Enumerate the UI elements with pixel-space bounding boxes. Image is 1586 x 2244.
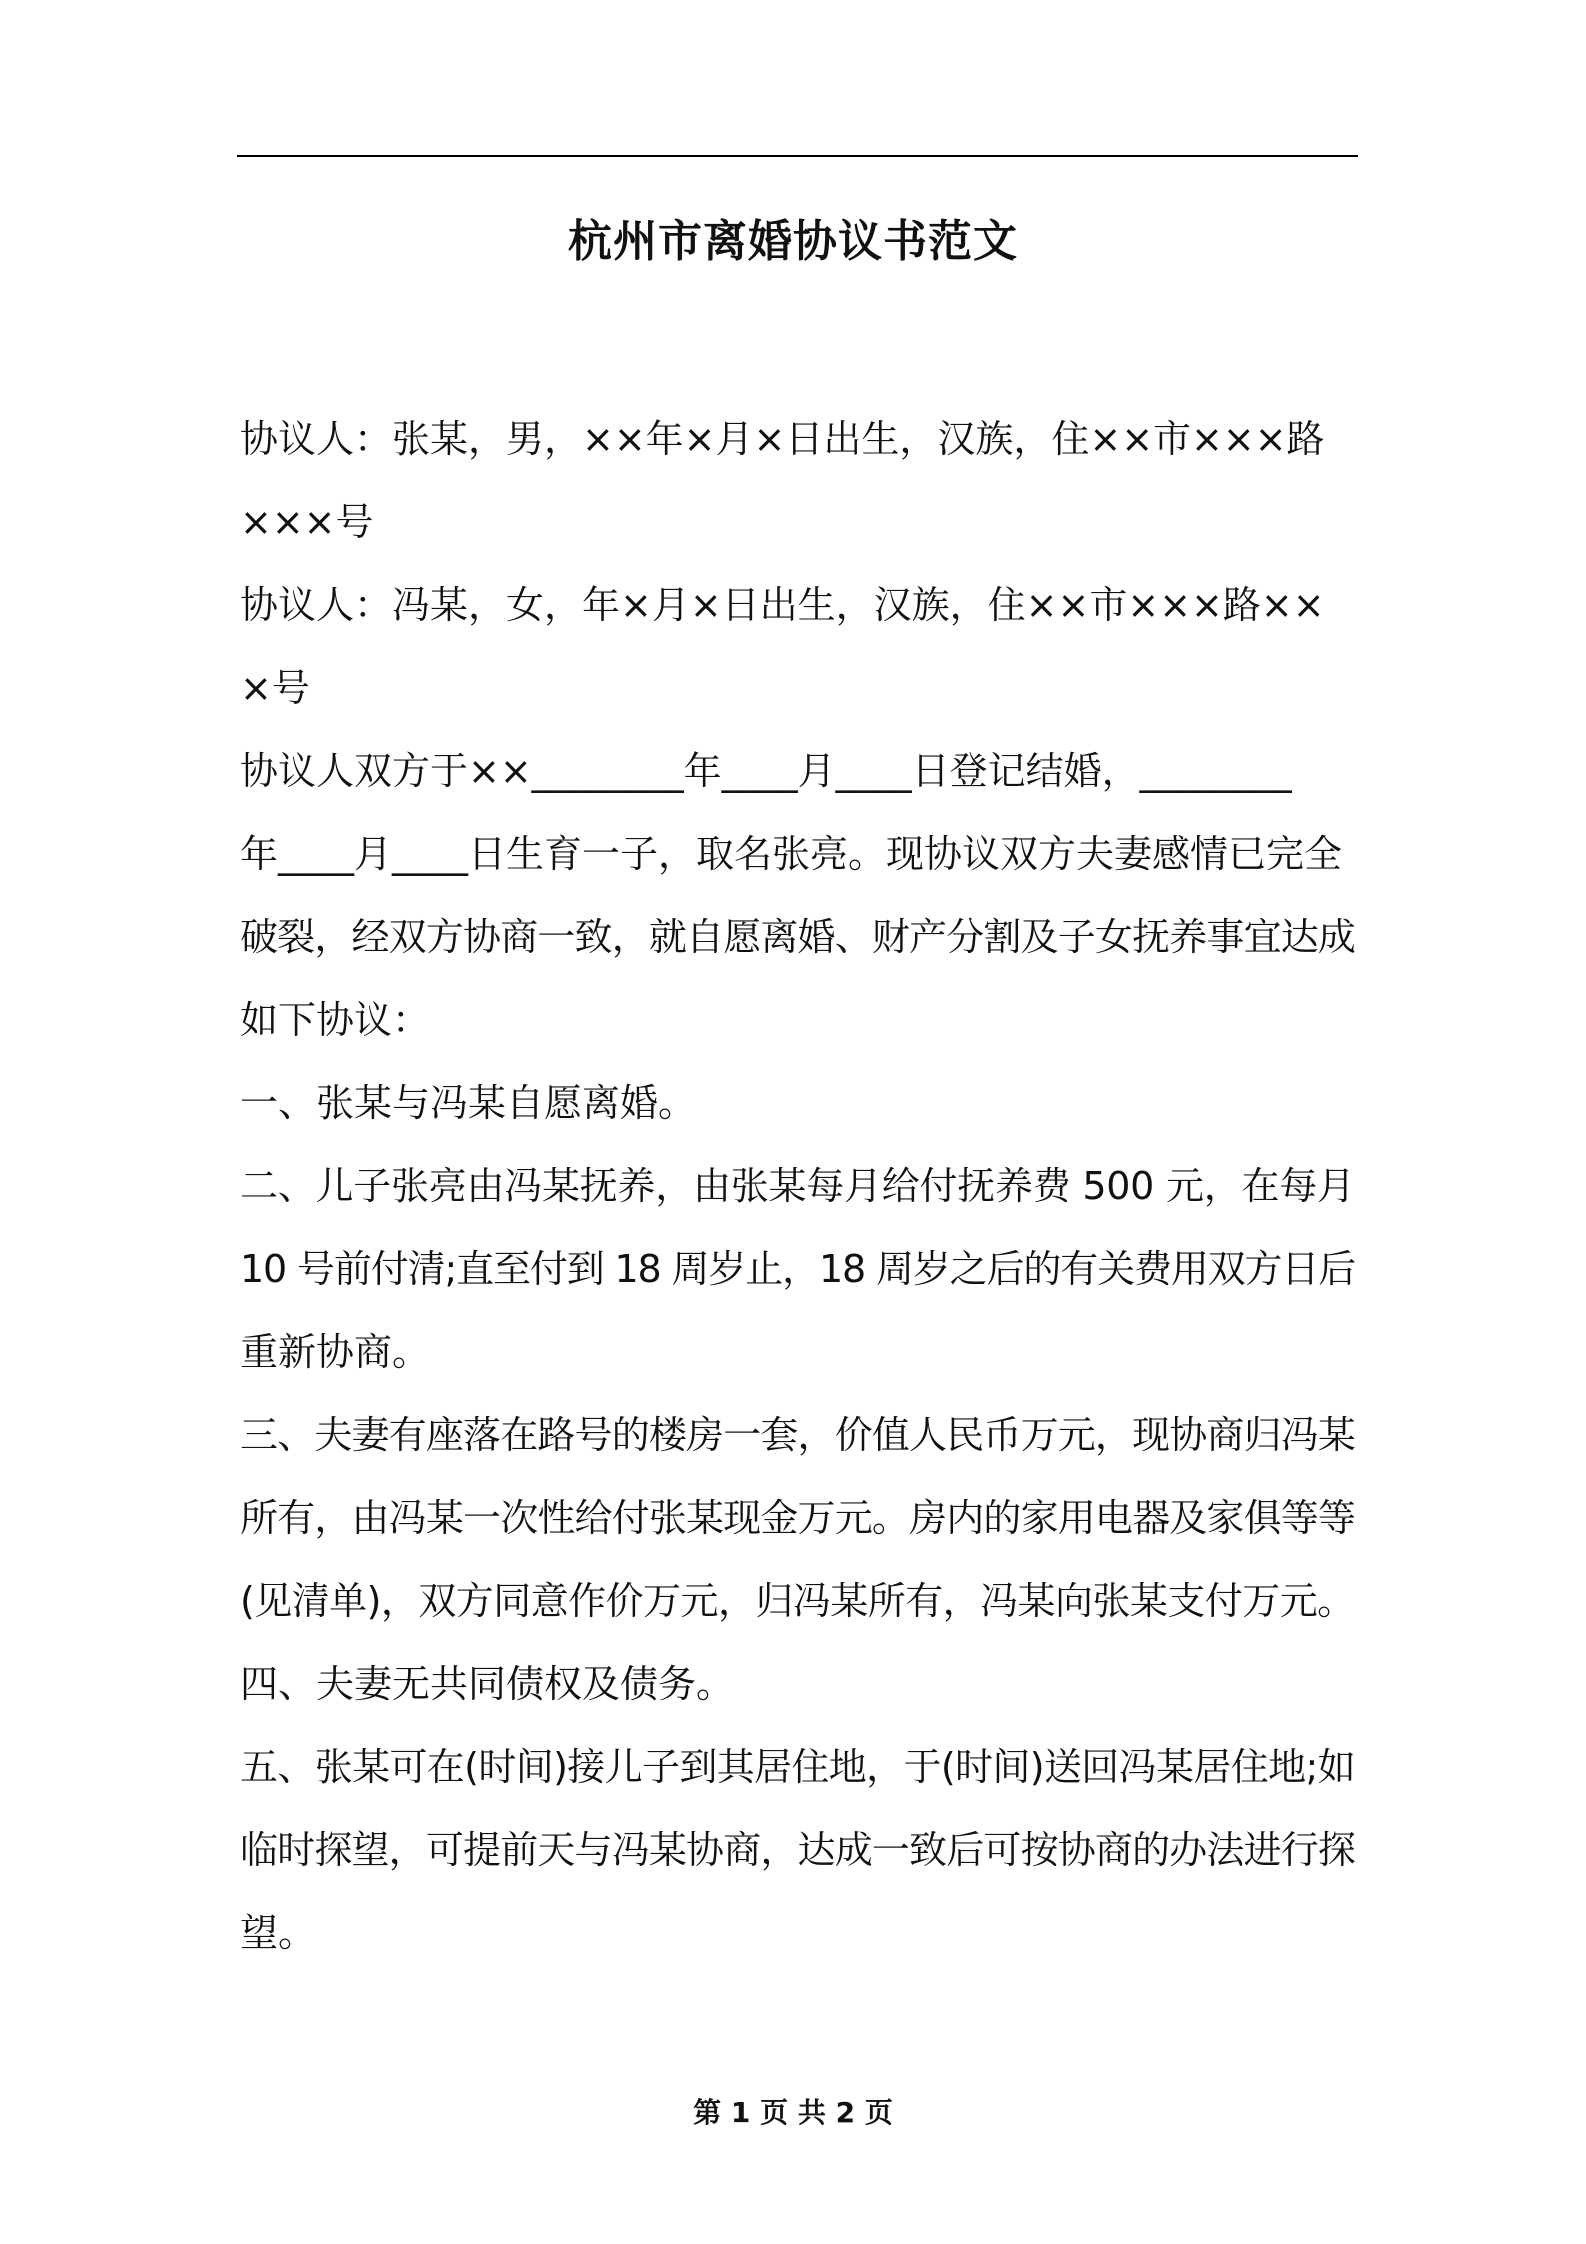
body-line: 所有，由冯某一次性给付张某现金万元。房内的家用电器及家俱等等 bbox=[240, 1496, 1356, 1540]
body-line: 协议人：张某，男，××年×月×日出生，汉族，住××市×××路 bbox=[240, 417, 1325, 461]
body-line: 10 号前付清;直至付到 18 周岁止，18 周岁之后的有关费用双方日后 bbox=[240, 1247, 1356, 1291]
footer-middle: 页 共 bbox=[760, 2096, 826, 2129]
body-line: 望。 bbox=[240, 1911, 317, 1955]
body-line: 协议人：冯某，女，年×月×日出生，汉族，住××市×××路×× bbox=[240, 583, 1325, 627]
body-line: 临时探望，可提前天与冯某协商，达成一致后可按协商的办法进行探 bbox=[240, 1828, 1356, 1872]
body-line: 年____月____日生育一子，取名张亮。现协议双方夫妻感情已完全 bbox=[240, 832, 1343, 876]
page-footer bbox=[0, 2093, 1586, 2133]
body-line: 破裂，经双方协商一致，就自愿离婚、财产分割及子女抚养事宜达成 bbox=[240, 915, 1356, 959]
document-title: 杭州市离婚协议书范文 bbox=[568, 216, 1018, 267]
footer-prefix: 第 bbox=[693, 2096, 722, 2129]
body-line: 五、张某可在(时间)接儿子到其居住地，于(时间)送回冯某居住地;如 bbox=[240, 1745, 1355, 1789]
body-line: 一、张某与冯某自愿离婚。 bbox=[240, 1081, 697, 1125]
footer-current-page: 1 bbox=[730, 2096, 751, 2129]
body-line: ×××号 bbox=[240, 500, 374, 544]
footer-suffix: 页 bbox=[864, 2096, 893, 2129]
body-line: 二、儿子张亮由冯某抚养，由张某每月给付抚养费 500 元，在每月 bbox=[240, 1164, 1355, 1208]
body-line: (见清单)，双方同意作价万元，归冯某所有，冯某向张某支付万元。 bbox=[240, 1579, 1355, 1623]
body-line: 重新协商。 bbox=[240, 1330, 431, 1374]
body-line: 协议人双方于××________年____月____日登记结婚，________ bbox=[240, 749, 1292, 793]
body-line: ×号 bbox=[240, 666, 310, 710]
body-line: 四、夫妻无共同债权及债务。 bbox=[240, 1662, 735, 1706]
document-body bbox=[240, 398, 1355, 1975]
header-rule bbox=[237, 155, 1358, 157]
body-line: 如下协议： bbox=[240, 998, 431, 1042]
footer-total-pages: 2 bbox=[835, 2096, 856, 2129]
body-line: 三、夫妻有座落在路号的楼房一套，价值人民币万元，现协商归冯某 bbox=[240, 1413, 1356, 1457]
